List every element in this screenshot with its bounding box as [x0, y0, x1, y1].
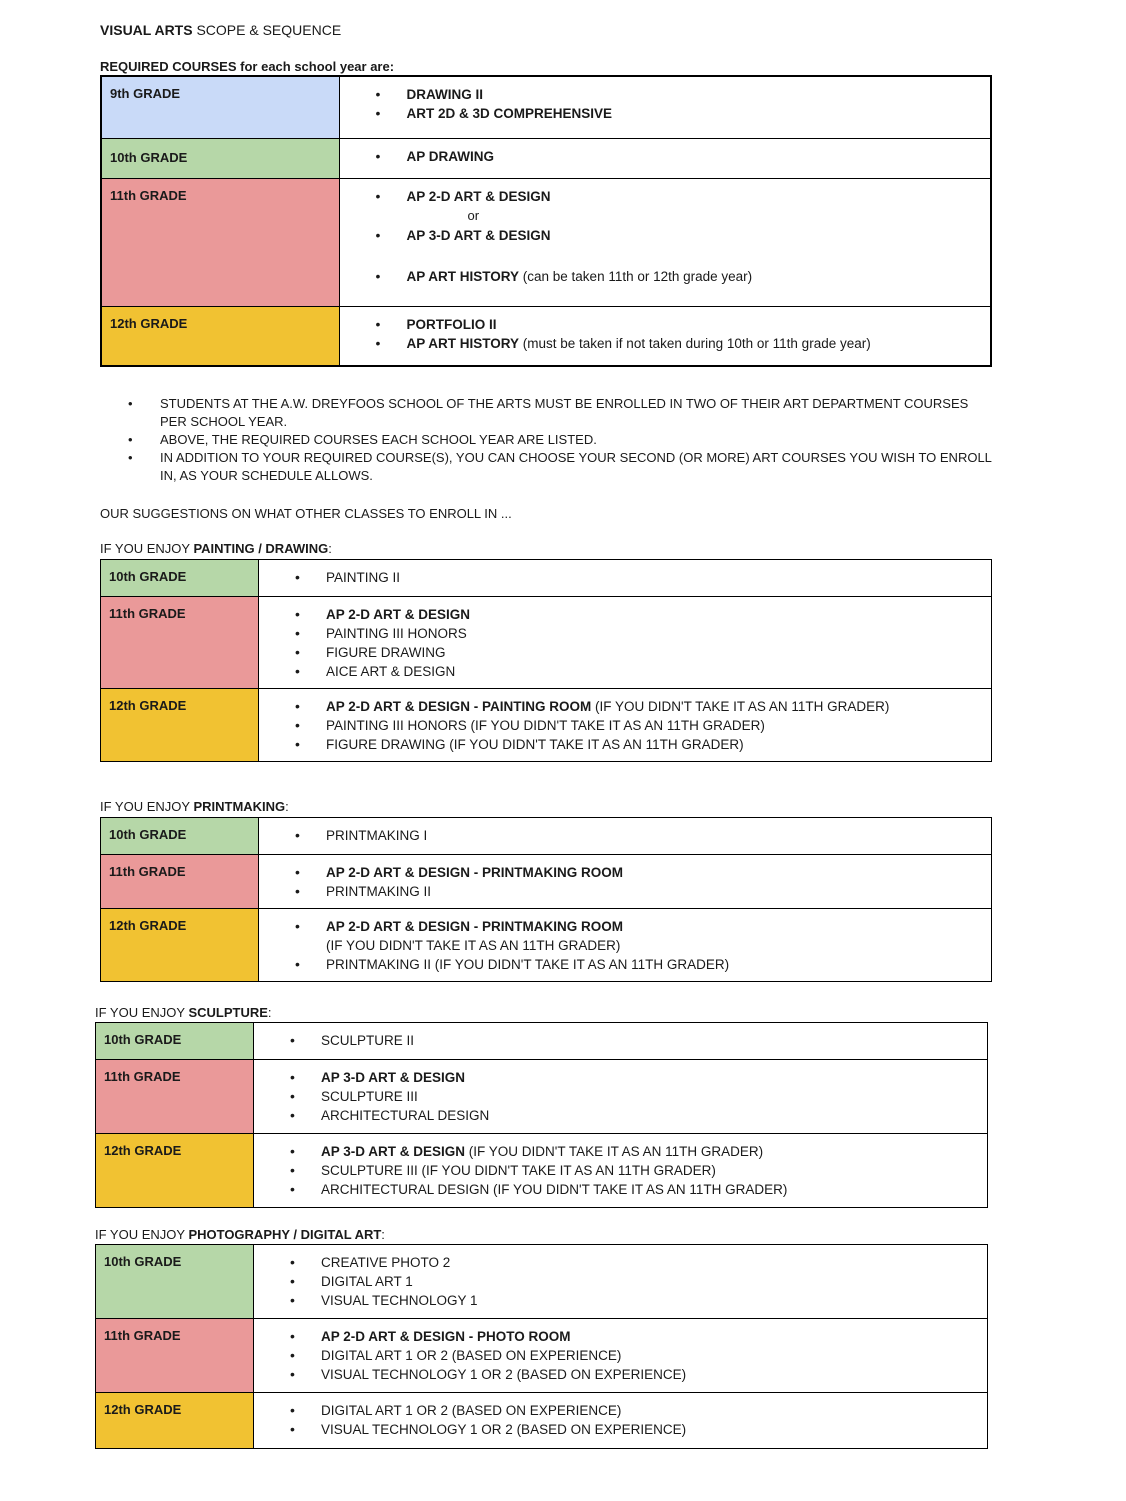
section-heading: IF YOU ENJOY SCULPTURE:: [95, 1005, 272, 1020]
course-list: [376, 85, 991, 123]
list-item: • AP DRAWING: [376, 147, 991, 166]
table-row: [96, 1319, 988, 1393]
course-list-cell: [259, 909, 992, 982]
printmaking-table: [100, 817, 992, 982]
grade-cell: 11th GRADE: [96, 1319, 254, 1393]
course-list-cell: [259, 560, 992, 597]
list-item: • SCULPTURE III: [290, 1087, 987, 1106]
table-row: [101, 306, 991, 366]
suggestions-heading: OUR SUGGESTIONS ON WHAT OTHER CLASSES TO ENROLL IN ...: [100, 506, 512, 521]
grade-cell: 12th GRADE: [101, 909, 259, 982]
list-item: • CREATIVE PHOTO 2: [290, 1253, 987, 1272]
grade-cell: 10th GRADE: [96, 1245, 254, 1319]
table-row: [101, 560, 992, 597]
course-list-cell: [259, 818, 992, 855]
grade-cell: 9th GRADE: [101, 76, 339, 138]
course-list-cell: [339, 76, 991, 138]
list-item: • AP 2-D ART & DESIGN - PAINTING ROOM (IF YOU DIDN'T TAKE IT AS AN 11TH GRADER): [295, 697, 991, 716]
grade-cell: 12th GRADE: [101, 689, 259, 762]
grade-cell: 11th GRADE: [101, 597, 259, 689]
table-row: [96, 1023, 988, 1060]
course-list-cell: [254, 1393, 988, 1449]
notes-list: [128, 395, 998, 485]
table-row: [96, 1245, 988, 1319]
course-list-cell: [339, 306, 991, 366]
list-item: • ARCHITECTURAL DESIGN: [290, 1106, 987, 1125]
list-item: • PORTFOLIO II: [376, 315, 991, 334]
grade-cell: 12th GRADE: [96, 1134, 254, 1208]
list-item: • SCULPTURE II: [290, 1031, 987, 1050]
course-list: [376, 267, 991, 286]
grade-cell: 10th GRADE: [96, 1023, 254, 1060]
course-list-cell: [254, 1134, 988, 1208]
table-row: [101, 76, 991, 138]
course-list-cell: [259, 689, 992, 762]
list-item: • AP 2-D ART & DESIGN: [295, 605, 991, 624]
course-list: [376, 226, 991, 245]
table-row: [101, 909, 992, 982]
list-item: • ART 2D & 3D COMPREHENSIVE: [376, 104, 991, 123]
page-title: [100, 22, 341, 38]
list-item: • STUDENTS AT THE A.W. DREYFOOS SCHOOL OF THE ARTS MUST BE ENROLLED IN TWO OF THEIR ART DEPARTMENT COURSES PER SCHOOL YEAR.: [128, 395, 998, 431]
list-item: • AP 2-D ART & DESIGN - PRINTMAKING ROOM (IF YOU DIDN'T TAKE IT AS AN 11TH GRADER): [295, 917, 991, 955]
title-bold: VISUAL ARTS: [100, 22, 193, 38]
list-item: • VISUAL TECHNOLOGY 1: [290, 1291, 987, 1310]
list-item: • VISUAL TECHNOLOGY 1 OR 2 (BASED ON EXPERIENCE): [290, 1365, 987, 1384]
grade-cell: 10th GRADE: [101, 818, 259, 855]
grade-cell: 10th GRADE: [101, 138, 339, 178]
list-item: • ARCHITECTURAL DESIGN (IF YOU DIDN'T TAKE IT AS AN 11TH GRADER): [290, 1180, 987, 1199]
course-list-cell: [339, 138, 991, 178]
grade-cell: 11th GRADE: [96, 1060, 254, 1134]
list-item: • AP 2-D ART & DESIGN - PRINTMAKING ROOM: [295, 863, 991, 882]
list-item: • PAINTING II: [295, 568, 991, 587]
list-item: • DIGITAL ART 1: [290, 1272, 987, 1291]
list-item: • AP ART HISTORY (can be taken 11th or 12th grade year): [376, 267, 991, 286]
course-list-cell: [259, 855, 992, 909]
table-row: [96, 1134, 988, 1208]
list-item: • AICE ART & DESIGN: [295, 662, 991, 681]
list-item: • AP 3-D ART & DESIGN (IF YOU DIDN'T TAKE IT AS AN 11TH GRADER): [290, 1142, 987, 1161]
required-label-rest: for each school year are:: [236, 59, 395, 74]
list-item: • PRINTMAKING II (IF YOU DIDN'T TAKE IT AS AN 11TH GRADER): [295, 955, 991, 974]
course-list: [376, 315, 991, 353]
section-heading: IF YOU ENJOY PRINTMAKING:: [100, 799, 289, 814]
course-list-cell: [259, 597, 992, 689]
photography-digital-art-table: [95, 1244, 988, 1449]
grade-cell: 12th GRADE: [101, 306, 339, 366]
list-item: • AP ART HISTORY (must be taken if not taken during 10th or 11th grade year): [376, 334, 991, 353]
required-label-bold: REQUIRED COURSES: [100, 59, 237, 74]
required-courses-label: [100, 59, 394, 74]
course-list: [376, 147, 991, 166]
table-row: [101, 178, 991, 306]
list-item: • IN ADDITION TO YOUR REQUIRED COURSE(S), YOU CAN CHOOSE YOUR SECOND (OR MORE) ART COURSES YOU WISH TO ENROLL IN, AS YOUR SCHEDULE ALLOWS.: [128, 449, 998, 485]
section-heading: IF YOU ENJOY PHOTOGRAPHY / DIGITAL ART:: [95, 1227, 385, 1242]
list-item: • DRAWING II: [376, 85, 991, 104]
list-item: • PRINTMAKING I: [295, 826, 991, 845]
sculpture-table: [95, 1022, 988, 1208]
grade-cell: 11th GRADE: [101, 855, 259, 909]
list-item: • FIGURE DRAWING (IF YOU DIDN'T TAKE IT AS AN 11TH GRADER): [295, 735, 991, 754]
table-row: [101, 597, 992, 689]
list-item: • PAINTING III HONORS: [295, 624, 991, 643]
grade-cell: 12th GRADE: [96, 1393, 254, 1449]
section-heading: IF YOU ENJOY PAINTING / DRAWING:: [100, 541, 332, 556]
list-item: • FIGURE DRAWING: [295, 643, 991, 662]
required-courses-table: [100, 75, 992, 367]
title-rest: SCOPE & SEQUENCE: [192, 22, 342, 38]
table-row: [101, 138, 991, 178]
grade-cell: 11th GRADE: [101, 178, 339, 306]
course-list-cell: [254, 1060, 988, 1134]
list-item: • AP 3-D ART & DESIGN: [290, 1068, 987, 1087]
course-list-cell: [254, 1245, 988, 1319]
list-item: • ABOVE, THE REQUIRED COURSES EACH SCHOOL YEAR ARE LISTED.: [128, 431, 998, 449]
list-item: • AP 2-D ART & DESIGN - PHOTO ROOM: [290, 1327, 987, 1346]
painting-drawing-table: [100, 559, 992, 762]
list-item: • DIGITAL ART 1 OR 2 (BASED ON EXPERIENCE): [290, 1346, 987, 1365]
course-list-cell: [254, 1319, 988, 1393]
list-item: • PRINTMAKING II: [295, 882, 991, 901]
list-item: • AP 2-D ART & DESIGN: [376, 187, 991, 206]
course-list-cell: [254, 1023, 988, 1060]
table-row: [96, 1060, 988, 1134]
table-row: [101, 818, 992, 855]
table-row: [96, 1393, 988, 1449]
list-item: • VISUAL TECHNOLOGY 1 OR 2 (BASED ON EXPERIENCE): [290, 1420, 987, 1439]
or-separator: or: [467, 207, 480, 223]
course-list: [376, 187, 991, 206]
course-list-cell: [339, 178, 991, 306]
list-item: • SCULPTURE III (IF YOU DIDN'T TAKE IT AS AN 11TH GRADER): [290, 1161, 987, 1180]
list-item: • AP 3-D ART & DESIGN: [376, 226, 991, 245]
list-item: • PAINTING III HONORS (IF YOU DIDN'T TAKE IT AS AN 11TH GRADER): [295, 716, 991, 735]
list-item: • DIGITAL ART 1 OR 2 (BASED ON EXPERIENCE): [290, 1401, 987, 1420]
grade-cell: 10th GRADE: [101, 560, 259, 597]
table-row: [101, 689, 992, 762]
table-row: [101, 855, 992, 909]
